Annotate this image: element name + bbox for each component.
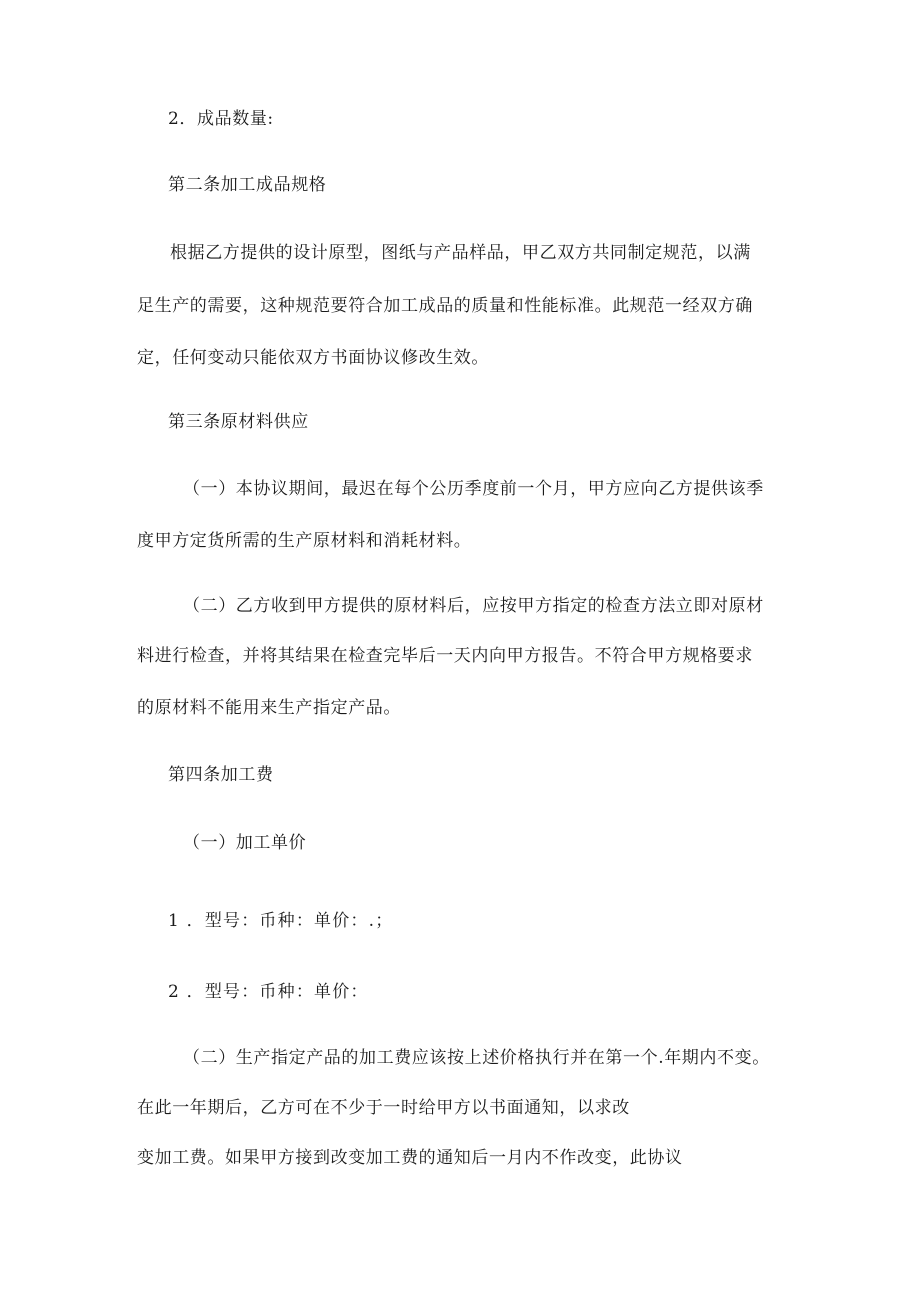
article-3-clause-2-line-1: （二）乙方收到甲方提供的原材料后，应按甲方指定的检查方法立即对原材 (183, 596, 764, 616)
article-3-heading: 第三条原材料供应 (168, 412, 309, 432)
article-2-paragraph-line-3: 定，任何变动只能依双方书面协议修改生效。 (137, 348, 489, 368)
article-4-heading: 第四条加工费 (168, 765, 274, 785)
article-3-clause-1-line-1: （一）本协议期间，最迟在每个公历季度前一个月，甲方应向乙方提供该季 (183, 479, 764, 499)
article-4-clause-1-title: （一）加工单价 (183, 833, 307, 853)
article-4-clause-2-line-1: （二）生产指定产品的加工费应该按上述价格执行并在第一个.年期内不变。 (183, 1048, 770, 1068)
article-2-paragraph-line-1: 根据乙方提供的设计原型，图纸与产品样品，甲乙双方共同制定规范，以满 (170, 243, 751, 263)
article-4-clause-2-line-3: 变加工费。如果甲方接到改变加工费的通知后一月内不作改变，此协议 (137, 1148, 683, 1168)
item-2-quantity: 2．成品数量: (168, 109, 274, 129)
article-3-clause-1-line-2: 度甲方定货所需的生产原材料和消耗材料。 (137, 531, 472, 551)
article-2-heading: 第二条加工成品规格 (168, 175, 327, 195)
article-3-clause-2-line-3: 的原材料不能用来生产指定产品。 (137, 698, 401, 718)
article-4-clause-2-line-2: 在此一年期后，乙方可在不少于一时给甲方以书面通知，以求改 (137, 1098, 630, 1118)
price-item-1: 1 ．型号：币种：单价：.； (168, 911, 394, 931)
price-item-2: 2 ．型号：币种：单价： (168, 982, 369, 1002)
article-3-clause-2-line-2: 料进行检查，并将其结果在检查完毕后一天内向甲方报告。不符合甲方规格要求 (137, 646, 753, 666)
article-2-paragraph-line-2: 足生产的需要，这种规范要符合加工成品的质量和性能标准。此规范一经双方确 (137, 296, 753, 316)
